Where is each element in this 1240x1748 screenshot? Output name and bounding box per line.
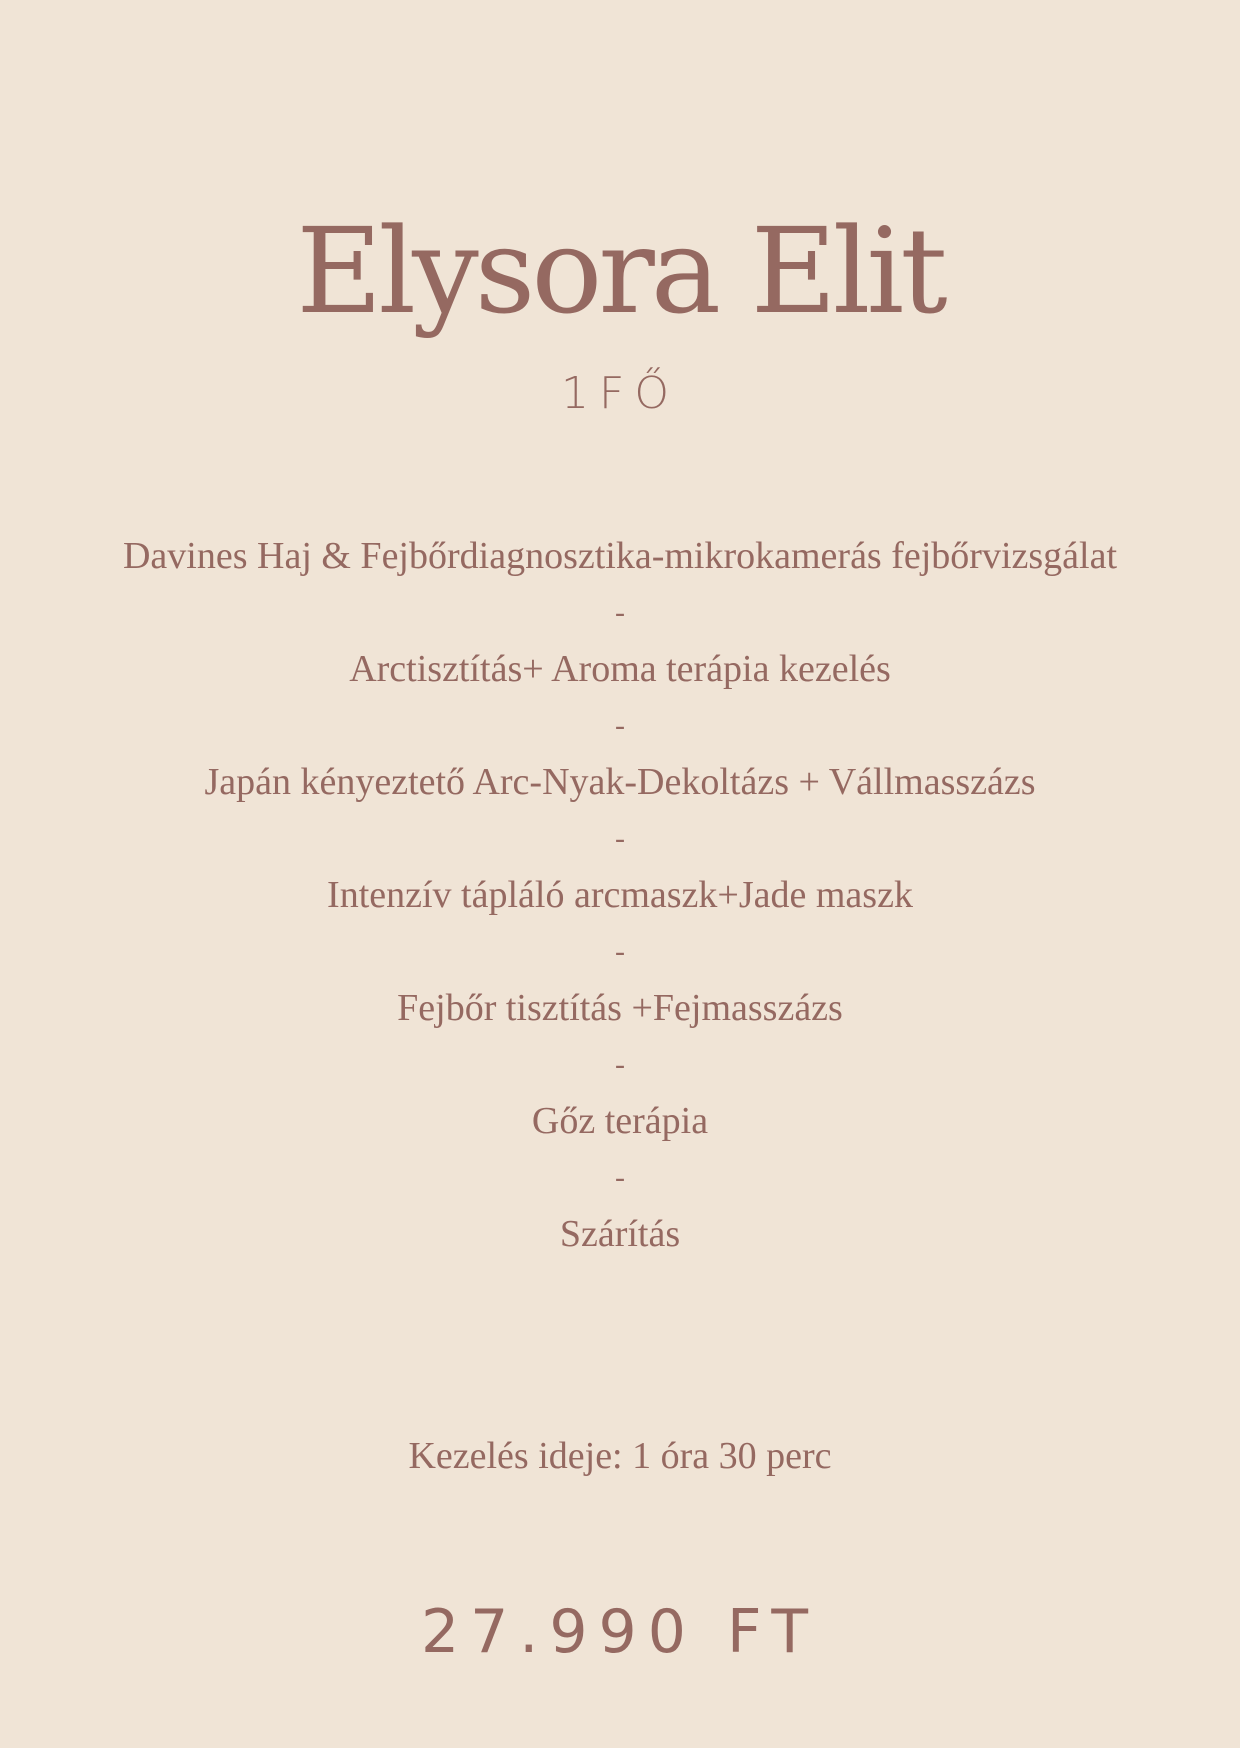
list-item: Arctisztítás+ Aroma terápia kezelés [349,648,891,690]
treatment-duration: Kezelés ideje: 1 óra 30 perc [408,1435,832,1477]
page-title: Elysora Elit [296,202,944,340]
list-separator: - [615,1047,625,1081]
list-item: Fejbőr tisztítás +Fejmasszázs [397,987,843,1029]
list-item: Szárítás [559,1213,681,1255]
treatment-list [120,528,1120,1263]
price-label: 27.990 FT [420,1597,820,1667]
list-item: Davines Haj & Fejbőrdiagnosztika-mikrokamerás fejbőrvizsgálat [122,535,1118,577]
list-separator: - [615,595,625,629]
list-item: Intenzív tápláló arcmaszk+Jade maszk [327,874,913,916]
list-item: Japán kényeztető Arc-Nyak-Dekoltázs + Vállmasszázs [204,761,1036,803]
list-separator: - [615,708,625,742]
list-item: Gőz terápia [531,1100,709,1142]
page-subtitle: 1FŐ [561,368,679,419]
list-separator: - [615,821,625,855]
list-separator: - [615,934,625,968]
list-separator: - [615,1160,625,1194]
